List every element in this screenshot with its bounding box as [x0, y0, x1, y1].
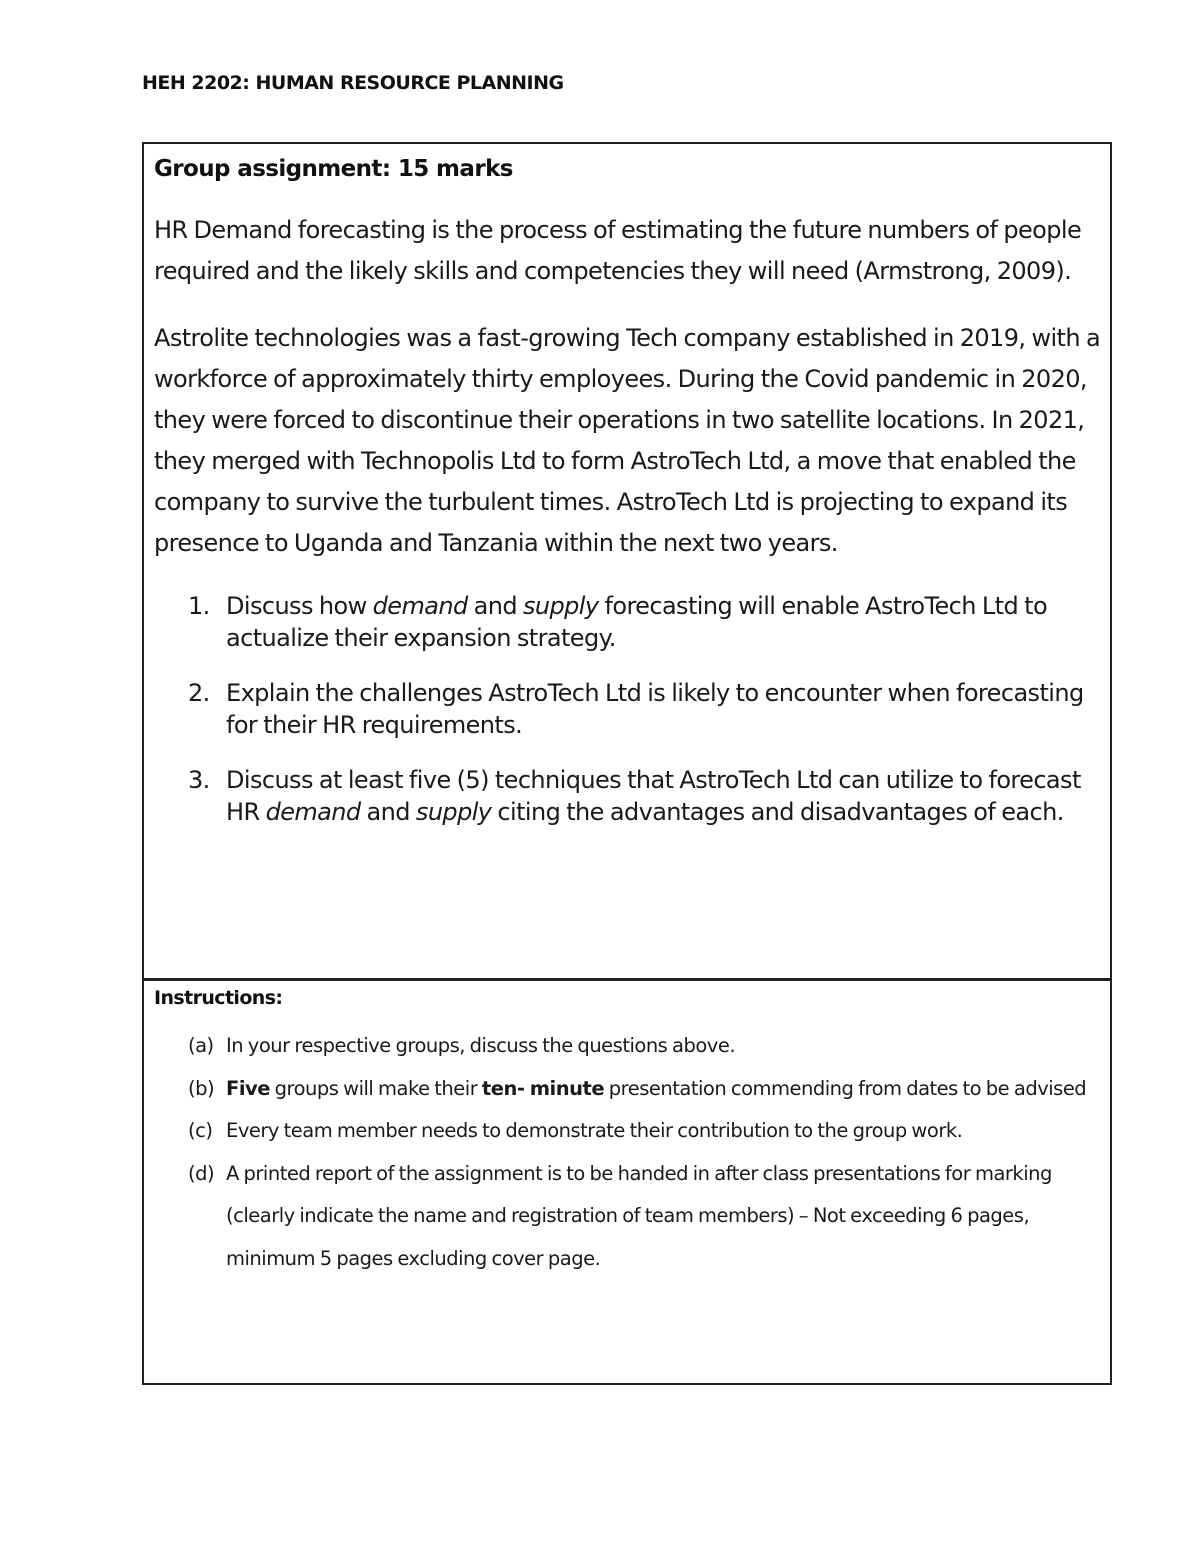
instruction-text: In your respective groups, discuss the questions above.	[226, 1034, 736, 1057]
question-text: and	[467, 592, 524, 620]
instructions-box	[142, 979, 1112, 1385]
question-item	[188, 677, 1102, 741]
instruction-text: presentation commending from dates to be advised	[604, 1076, 1087, 1100]
question-number: 1.	[188, 592, 210, 620]
emphasis-demand: demand	[265, 798, 361, 826]
question-number: 3.	[188, 766, 210, 794]
question-number: 2.	[188, 679, 210, 707]
emphasis-demand: demand	[372, 592, 468, 620]
instruction-label: (d)	[188, 1161, 215, 1185]
instructions-title: Instructions:	[154, 987, 283, 1009]
question-text: Explain the challenges AstroTech Ltd is likely to encounter when forecasting for their HR requirements.	[226, 679, 1084, 739]
question-list	[154, 590, 1102, 828]
bold-five: Five	[226, 1076, 270, 1100]
instruction-text: A printed report of the assignment is to be handed in after class presentations for marking (clearly indicate the name and registration of team members) – Not exceeding 6 pages, minimum 5 pages excluding cover page.	[226, 1161, 1052, 1270]
question-item	[188, 590, 1102, 654]
question-text: Discuss how	[226, 592, 373, 620]
question-text: and	[360, 798, 416, 826]
case-study-paragraph: Astrolite technologies was a fast-growing Tech company established in 2019, with a workforce of approximately thirty employees. During the Covid pandemic in 2020, they were forced to discontinue their operations in two satellite locations. In 2021, they merged with Technopolis Ltd to form AstroTech Ltd, a move that enabled the company to survive the turbulent times. AstroTech Ltd is projecting to expand its presence to Uganda and Tanzania within the next two years.	[154, 324, 1101, 557]
instruction-item	[188, 1110, 1102, 1153]
instruction-item	[188, 1068, 1102, 1111]
instruction-text: Every team member needs to demonstrate their contribution to the group work.	[226, 1119, 963, 1142]
course-header: HEH 2202: HUMAN RESOURCE PLANNING	[142, 72, 564, 94]
bold-ten-minute: ten- minute	[481, 1076, 605, 1100]
question-text: citing the advantages and disadvantages of each.	[491, 798, 1064, 826]
instruction-label: (c)	[188, 1119, 213, 1142]
instruction-label: (b)	[188, 1076, 215, 1100]
instruction-text: groups will make their	[269, 1076, 482, 1100]
assignment-box	[142, 142, 1112, 980]
assignment-title: Group assignment: 15 marks	[154, 156, 513, 182]
question-item	[188, 764, 1102, 828]
instruction-item	[188, 1025, 1102, 1068]
question-text: forecasting will enable AstroTech Ltd to actualize their expansion strategy.	[226, 592, 1048, 652]
instruction-label: (a)	[188, 1034, 214, 1057]
emphasis-supply: supply	[415, 798, 492, 826]
emphasis-supply: supply	[523, 592, 599, 620]
question-text: Discuss at least five (5) techniques that AstroTech Ltd can utilize to forecast HR	[226, 766, 1081, 826]
definition-paragraph: HR Demand forecasting is the process of estimating the future numbers of people required and the likely skills and competencies they will need (Armstrong, 2009).	[154, 216, 1082, 285]
instructions-list	[154, 1025, 1102, 1280]
instruction-item	[188, 1153, 1102, 1281]
